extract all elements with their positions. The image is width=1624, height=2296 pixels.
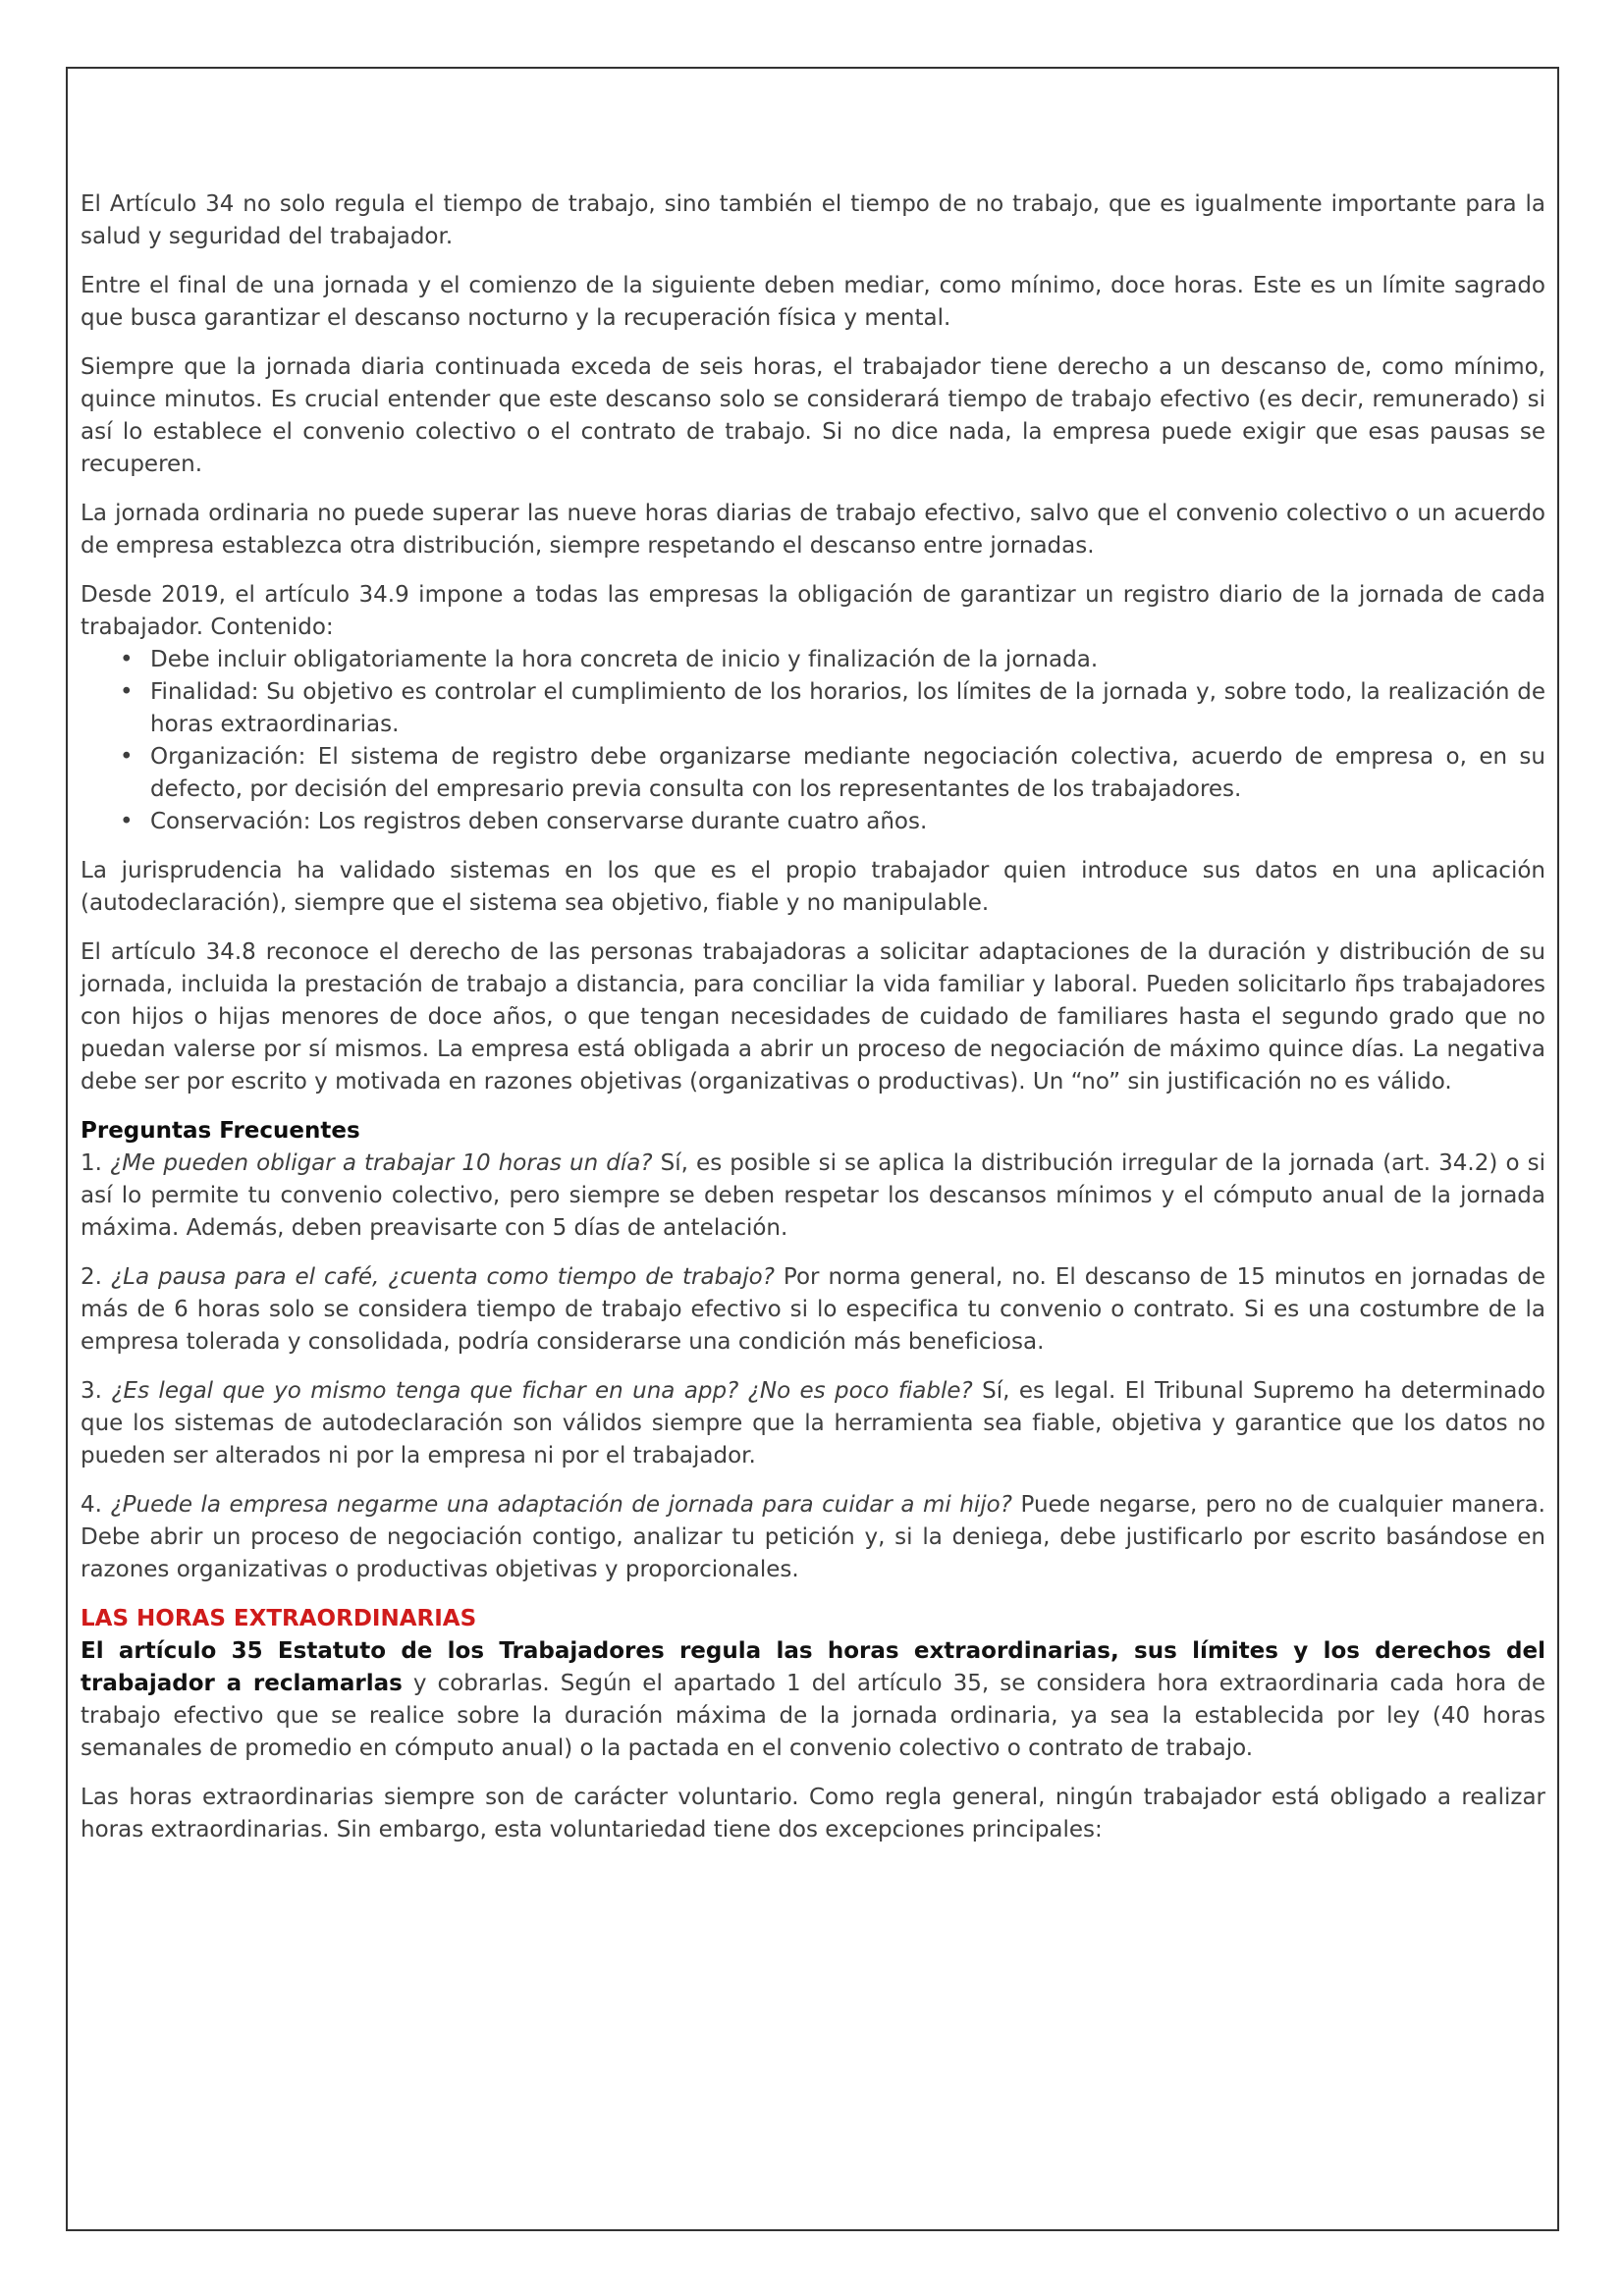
paragraph-jornada-maxima: La jornada ordinaria no puede superar las nueve horas diarias de trabajo efectivo, salvo que el convenio colectivo o un acuerdo de empresa establezca otra distribución, siempre respetando el descanso entre jornadas. [81, 501, 1545, 559]
faq-number: 2. [81, 1264, 111, 1290]
faq-number: 1. [81, 1150, 111, 1176]
list-item-finalidad: • Finalidad: Su objetivo es controlar el cumplimiento de los horarios, los límites de la jornada y, sobre todo, la realización de horas extraordinarias. [81, 676, 1545, 741]
list-item-conservacion: • Conservación: Los registros deben conservarse durante cuatro años. [81, 806, 1545, 838]
paragraph-jurisprudencia: La jurisprudencia ha validado sistemas en los que es el propio trabajador quien introduce sus datos en una aplicación (autodeclaración), siempre que el sistema sea objetivo, fiable y no manipulable. [81, 858, 1545, 916]
paragraph-descanso-entre-jornadas: Entre el final de una jornada y el comienzo de la siguiente deben mediar, como mínimo, doce horas. Este es un límite sagrado que busca garantizar el descanso nocturno y la recuperación física y mental. [81, 273, 1545, 331]
faq-item-3 [81, 1375, 1545, 1472]
faq-answer-text: Puede negarse, pero no de cualquier manera. Debe abrir un proceso de negociación contigo, analizar tu petición y, si la deniega, debe justificarlo por escrito basándose en razones organizativas o productivas objetivas y proporcionales. [81, 1492, 1545, 1582]
horas-extraordinarias-heading: LAS HORAS EXTRAORDINARIAS [81, 1606, 477, 1631]
articulo-35-bold-text: El artículo 35 Estatuto de los Trabajadores regula las horas extraordinarias, sus límites y los derechos del trabajador a reclamarlas [81, 1638, 1545, 1696]
faq-item-1 [81, 1148, 1545, 1245]
paragraph-voluntariedad: Las horas extraordinarias siempre son de carácter voluntario. Como regla general, ningún trabajador está obligado a realizar horas extraordinarias. Sin embargo, esta voluntariedad tiene dos excepciones principales: [81, 1785, 1545, 1842]
faq-question-text: ¿Puede la empresa negarme una adaptación de jornada para cuidar a mi hijo? [110, 1492, 1012, 1518]
faq-number: 4. [81, 1492, 111, 1518]
paragraph-pausa-quince-minutos: Siempre que la jornada diaria continuada exceda de seis horas, el trabajador tiene derecho a un descanso de, como mínimo, quince minutos. Es crucial entender que este descanso solo se considerará tiempo de trabajo efectivo (es decir, remunerado) si así lo establece el convenio colectivo o el contrato de trabajo. Si no dice nada, la empresa puede exigir que esas pausas se recuperen. [81, 354, 1545, 477]
faq-question-text: ¿La pausa para el café, ¿cuenta como tiempo de trabajo? [110, 1264, 775, 1290]
faq-question-text: ¿Es legal que yo mismo tenga que fichar en una app? ¿No es poco fiable? [111, 1378, 973, 1404]
faq-item-2 [81, 1261, 1545, 1359]
faq-item-4 [81, 1489, 1545, 1586]
faq-number: 3. [81, 1378, 112, 1404]
faq-heading: Preguntas Frecuentes [81, 1118, 360, 1144]
faq-answer-text: Sí, es posible si se aplica la distribución irregular de la jornada (art. 34.2) o si así lo permite tu convenio colectivo, pero siempre se deben respetar los descansos mínimos y el cómputo anual de la jornada máxima. Además, deben preavisarte con 5 días de antelación. [81, 1150, 1545, 1241]
list-item-contenido: • Debe incluir obligatoriamente la hora concreta de inicio y finalización de la jornada. [81, 644, 1545, 676]
registro-bullet-list [81, 644, 1545, 838]
paragraph-adaptacion-34-8: El artículo 34.8 reconoce el derecho de las personas trabajadoras a solicitar adaptaciones de la duración y distribución de su jornada, incluida la prestación de trabajo a distancia, para conciliar la vida familiar y laboral. Pueden solicitarlo ñps trabajadores con hijos o hijas menores de doce años, o que tengan necesidades de cuidado de familiares hasta el segundo grado que no puedan valerse por sí mismos. La empresa está obligada a abrir un proceso de negociación de máximo quince días. La negativa debe ser por escrito y motivada en razones objetivas (organizativas o productivas). Un “no” sin justificación no es válido. [81, 939, 1545, 1095]
list-item-organizacion: • Organización: El sistema de registro debe organizarse mediante negociación colectiva, acuerdo de empresa o, en su defecto, por decisión del empresario previa consulta con los representantes de los trabajadores. [81, 741, 1545, 806]
paragraph-articulo-35 [81, 1635, 1545, 1765]
page-border [66, 67, 1559, 2231]
paragraph-registro-intro: Desde 2019, el artículo 34.9 impone a todas las empresas la obligación de garantizar un registro diario de la jornada de cada trabajador. Contenido: [81, 582, 1545, 640]
faq-answer-text: Sí, es legal. El Tribunal Supremo ha determinado que los sistemas de autodeclaración son válidos siempre que la herramienta sea fiable, objetiva y garantice que los datos no pueden ser alterados ni por la empresa ni por el trabajador. [81, 1378, 1545, 1468]
paragraph-articulo34-intro: El Artículo 34 no solo regula el tiempo de trabajo, sino también el tiempo de no trabajo, que es igualmente importante para la salud y seguridad del trabajador. [81, 191, 1545, 249]
faq-answer-text: Por norma general, no. El descanso de 15 minutos en jornadas de más de 6 horas solo se considera tiempo de trabajo efectivo si lo especifica tu convenio o contrato. Si es una costumbre de la empresa tolerada y consolidada, podría considerarse una condición más beneficiosa. [81, 1264, 1545, 1355]
faq-question-text: ¿Me pueden obligar a trabajar 10 horas un día? [110, 1150, 653, 1176]
articulo-35-regular-text: y cobrarlas. Según el apartado 1 del artículo 35, se considera hora extraordinaria cada hora de trabajo efectivo que se realice sobre la duración máxima de la jornada ordinaria, ya sea la establecida por ley (40 horas semanales de promedio en cómputo anual) o la pactada en el convenio colectivo o contrato de trabajo. [81, 1671, 1545, 1761]
